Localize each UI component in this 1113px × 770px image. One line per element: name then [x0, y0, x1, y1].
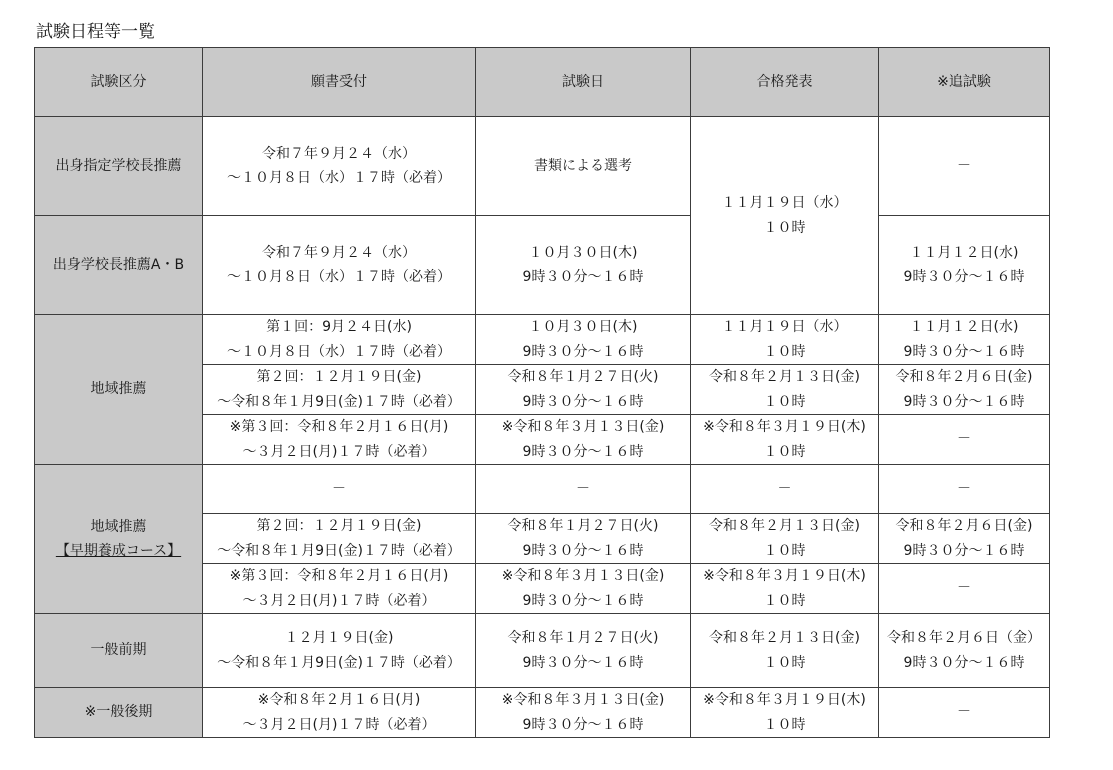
cell-line: ※令和８年２月１６日(月): [257, 692, 421, 708]
application-cell: [203, 216, 476, 315]
category-sublabel: 【早期養成コース】: [55, 543, 182, 559]
makeup-cell: [879, 514, 1050, 564]
application-cell: [203, 315, 476, 365]
cell-line: ～３月２日(月)１７時（必着）: [242, 592, 436, 609]
cell-line: 令和８年１月２７日(火): [507, 369, 659, 385]
cell-line: 9時３０分～１６時: [903, 269, 1025, 285]
header-row: [35, 48, 1050, 117]
cell-line: 令和８年１月２７日(火): [507, 630, 659, 646]
exam-cell: [476, 564, 691, 614]
makeup-cell: －: [879, 415, 1050, 465]
cell-line: 9時３０分～１６時: [522, 592, 644, 609]
result-cell: [691, 564, 879, 614]
exam-cell: [476, 365, 691, 415]
cell-line: １０時: [763, 716, 806, 733]
result-cell: [691, 415, 879, 465]
application-cell: [203, 614, 476, 688]
cell-line: 9時３０分～１６時: [522, 393, 644, 410]
category-cell: 出身学校長推薦A・B: [35, 216, 203, 315]
makeup-cell: －: [879, 465, 1050, 514]
cell-line: ～１０月８日（水）１７時（必着）: [227, 343, 451, 360]
cell-line: 9時３０分～１６時: [522, 269, 644, 285]
cell-line: 令和８年２月６日（金）: [887, 630, 1041, 646]
exam-cell: [476, 315, 691, 365]
result-cell: [691, 117, 879, 315]
cell-line: 第２回：１２月１９日(金): [256, 369, 422, 385]
makeup-cell: －: [879, 564, 1050, 614]
cell-line: １０月３０日(木): [528, 244, 638, 261]
category-cell: 一般前期: [35, 614, 203, 688]
cell-line: ※令和８年３月１９日(木): [703, 419, 866, 435]
makeup-cell: －: [879, 117, 1050, 216]
cell-line: ～１０月８日（水）１７時（必着）: [227, 269, 451, 285]
cell-line: 令和８年２月６日(金): [895, 369, 1033, 385]
cell-line: 9時３０分～１６時: [903, 343, 1025, 360]
cell-line: １１月１２日(水): [909, 244, 1019, 261]
cell-line: 9時３０分～１６時: [903, 654, 1025, 671]
cell-line: 第１回：9月２４日(水): [266, 319, 412, 335]
cell-line: ～令和８年１月9日(金)１７時（必着）: [217, 542, 461, 559]
cell-line: １２月１９日(金): [284, 630, 394, 646]
exam-cell: [476, 216, 691, 315]
application-cell: [203, 415, 476, 465]
header-makeup-exam: ※追試験: [879, 48, 1050, 117]
table-row: [35, 216, 1050, 315]
exam-schedule-table: [34, 47, 1050, 738]
exam-cell: －: [476, 465, 691, 514]
makeup-cell: [879, 614, 1050, 688]
cell-line: ※令和８年３月１３日(金): [501, 419, 665, 435]
table-row: [35, 315, 1050, 365]
cell-line: １０時: [763, 443, 806, 460]
makeup-cell: [879, 365, 1050, 415]
application-cell: [203, 688, 476, 738]
cell-line: ～令和８年１月9日(金)１７時（必着）: [217, 393, 461, 410]
cell-line: ※令和８年３月１３日(金): [501, 692, 665, 708]
cell-line: １０時: [763, 393, 806, 410]
application-cell: [203, 564, 476, 614]
cell-line: ※令和８年３月１３日(金): [501, 568, 665, 584]
exam-cell: [476, 514, 691, 564]
exam-cell: [476, 415, 691, 465]
cell-line: 令和８年１月２７日(火): [507, 518, 659, 534]
table-row: [35, 465, 1050, 514]
cell-line: ※令和８年３月１９日(木): [703, 568, 866, 584]
application-cell: [203, 514, 476, 564]
makeup-cell: [879, 216, 1050, 315]
cell-line: ～３月２日(月)１７時（必着）: [242, 716, 436, 733]
cell-line: １１月１９日（水）: [721, 195, 848, 211]
table-row: [35, 688, 1050, 738]
cell-line: ～３月２日(月)１７時（必着）: [242, 443, 436, 460]
cell-line: １０時: [763, 542, 806, 559]
cell-line: ※令和８年３月１９日(木): [703, 692, 866, 708]
category-cell: 出身指定学校長推薦: [35, 117, 203, 216]
cell-line: １０時: [763, 654, 806, 671]
cell-line: １１月１２日(水): [909, 319, 1019, 335]
application-cell: [203, 365, 476, 415]
cell-line: 令和８年２月１３日(金): [709, 369, 860, 385]
application-cell: [203, 117, 476, 216]
category-cell: ※一般後期: [35, 688, 203, 738]
cell-line: ～令和８年１月9日(金)１７時（必着）: [217, 654, 461, 671]
header-result-announcement: 合格発表: [691, 48, 879, 117]
page-title: 試験日程等一覧: [36, 22, 155, 42]
cell-line: ※第３回：令和８年２月１６日(月): [229, 419, 449, 435]
cell-line: 第２回：１２月１９日(金): [256, 518, 422, 534]
table-row: [35, 117, 1050, 216]
table-row: [35, 614, 1050, 688]
application-cell: －: [203, 465, 476, 514]
cell-line: １１月１９日（水）: [721, 319, 848, 335]
cell-line: １０時: [763, 592, 806, 609]
exam-cell: [476, 688, 691, 738]
result-cell: [691, 614, 879, 688]
cell-line: 9時３０分～１６時: [522, 654, 644, 671]
cell-line: ～１０月８日（水）１７時（必着）: [227, 170, 451, 186]
cell-line: 9時３０分～１６時: [522, 443, 644, 460]
result-cell: [691, 514, 879, 564]
header-application: 願書受付: [203, 48, 476, 117]
result-cell: [691, 315, 879, 365]
cell-line: 令和７年９月２４（水）: [262, 244, 416, 261]
cell-line: 9時３０分～１６時: [903, 393, 1025, 410]
cell-line: １０時: [763, 219, 806, 236]
result-cell: －: [691, 465, 879, 514]
cell-line: ※第３回：令和８年２月１６日(月): [229, 568, 449, 584]
cell-line: 9時３０分～１６時: [903, 542, 1025, 559]
cell-line: 9時３０分～１６時: [522, 716, 644, 733]
cell-line: 令和７年９月２４（水）: [262, 145, 416, 162]
makeup-cell: [879, 315, 1050, 365]
cell-line: 令和８年２月１３日(金): [709, 518, 860, 534]
exam-cell: [476, 614, 691, 688]
cell-line: 令和８年２月６日(金): [895, 518, 1033, 534]
cell-line: 令和８年２月１３日(金): [709, 630, 860, 646]
result-cell: [691, 365, 879, 415]
header-category: 試験区分: [35, 48, 203, 117]
cell-line: １０月３０日(木): [528, 319, 638, 335]
cell-line: １０時: [763, 343, 806, 360]
category-cell: 地域推薦: [35, 315, 203, 465]
cell-line: 9時３０分～１６時: [522, 343, 644, 360]
result-cell: [691, 688, 879, 738]
exam-cell: 書類による選考: [476, 117, 691, 216]
makeup-cell: －: [879, 688, 1050, 738]
cell-line: 9時３０分～１６時: [522, 542, 644, 559]
header-exam-date: 試験日: [476, 48, 691, 117]
category-label: 地域推薦: [90, 518, 147, 535]
category-cell: [35, 465, 203, 614]
